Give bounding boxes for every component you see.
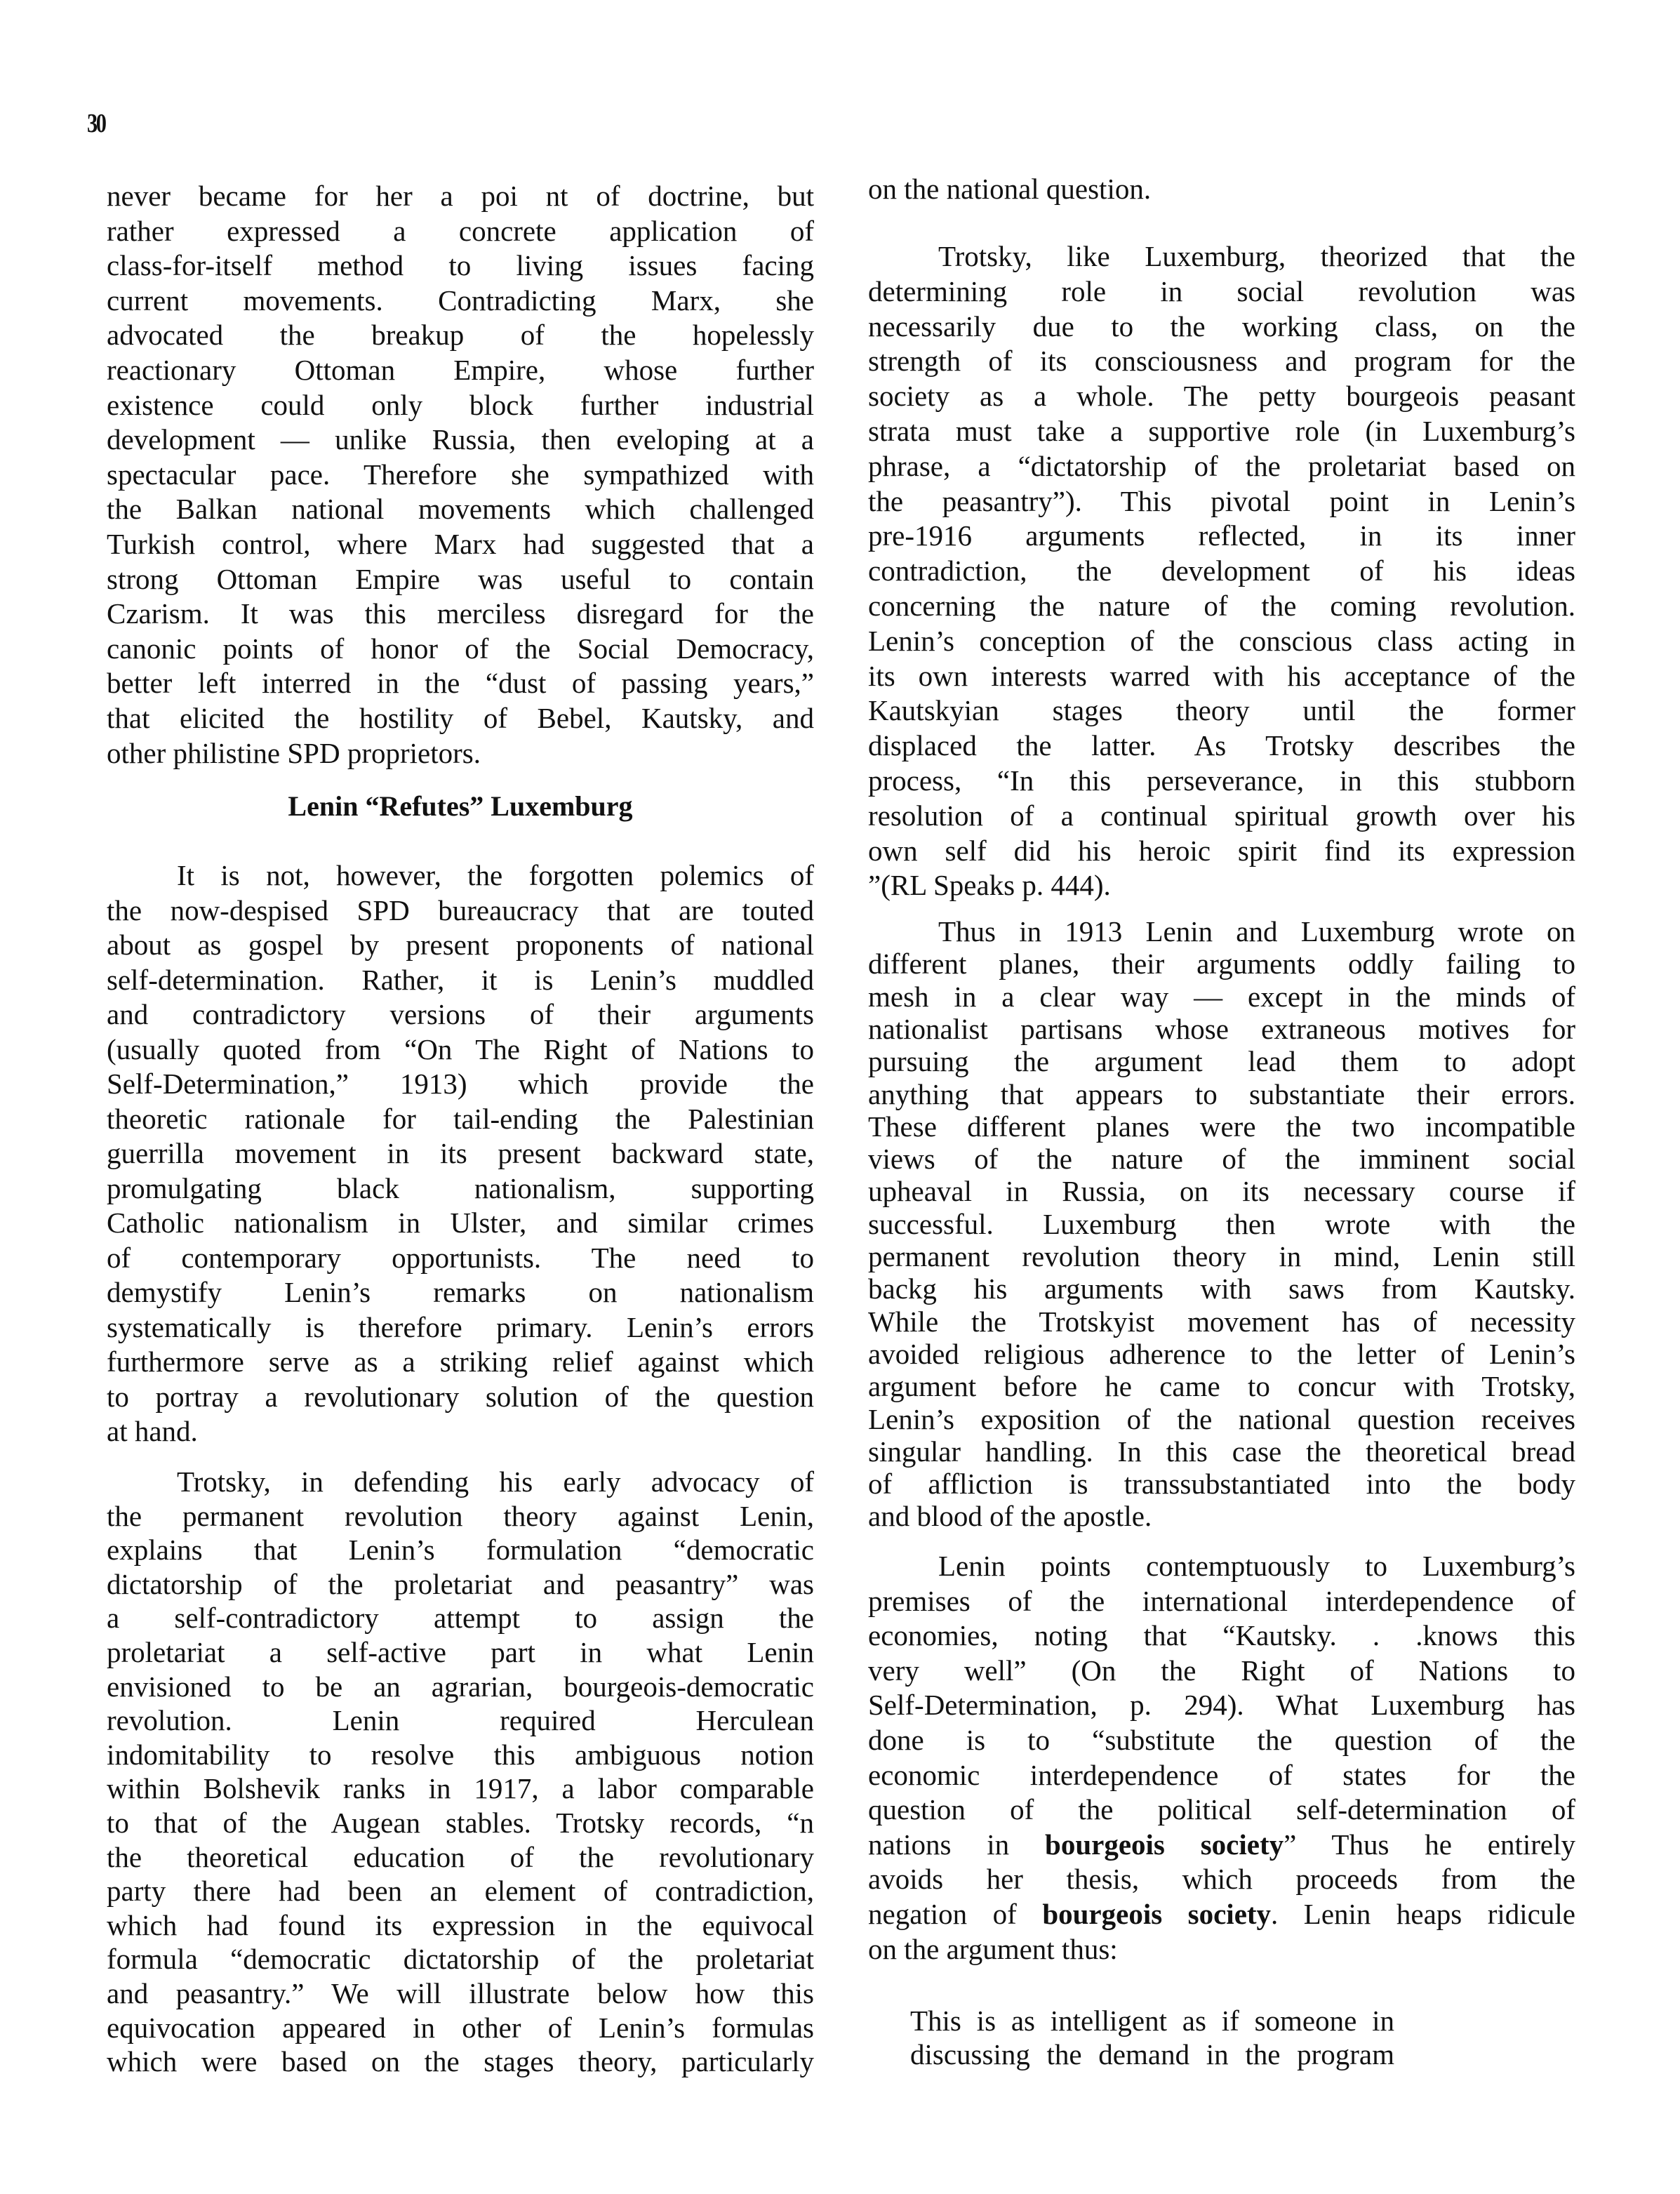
text-line: on the argument thus: bbox=[868, 1932, 1118, 1965]
text-line: envisioned to be an agrarian, bourgeois-democratic bbox=[107, 1670, 814, 1703]
text-line: advocated the breakup of the hopelessly bbox=[107, 319, 814, 352]
text-line: self-determination. Rather, it is Lenin’s muddled bbox=[107, 963, 814, 996]
text-line: phrase, a “dictatorship of the proletariat based on bbox=[868, 449, 1575, 482]
text-line: class-for-itself method to living issues facing bbox=[107, 249, 814, 282]
text-line: Thus in 1913 Lenin and Luxemburg wrote on bbox=[938, 915, 1575, 948]
text-line: resolution of a continual spiritual growth over his bbox=[868, 799, 1575, 832]
text-line: demystify Lenin’s remarks on nationalism bbox=[107, 1276, 814, 1308]
text-line: party there had been an element of contradiction, bbox=[107, 1875, 814, 1908]
text-line: rather expressed a concrete application of bbox=[107, 214, 814, 247]
text-line: (usually quoted from “On The Right of Nations to bbox=[107, 1032, 814, 1065]
text-line: better left interred in the “dust of passing years,” bbox=[107, 667, 814, 700]
bold-emphasis: bourgeois society bbox=[1042, 1898, 1272, 1930]
text-line: backg his arguments with saws from Kautsky. bbox=[868, 1272, 1575, 1305]
text-line: within Bolshevik ranks in 1917, a labor comparable bbox=[107, 1772, 814, 1805]
text-line: strength of its consciousness and program for the bbox=[868, 345, 1575, 378]
text-line: to portray a revolutionary solution of the question bbox=[107, 1380, 814, 1413]
text-line: strata must take a supportive role (in Luxemburg’s bbox=[868, 415, 1575, 447]
text-line: economic interdependence of states for the bbox=[868, 1758, 1575, 1791]
text-line: necessarily due to the working class, on the bbox=[868, 310, 1575, 343]
text-line: negation of bourgeois society. Lenin heaps ridicule bbox=[868, 1898, 1575, 1930]
text-line: Kautskyian stages theory until the former bbox=[868, 694, 1575, 727]
text-line: of contemporary opportunists. The need to bbox=[107, 1241, 814, 1274]
text-line: Czarism. It was this merciless disregard for the bbox=[107, 597, 814, 630]
text-line: argument before he came to concur with Trotsky, bbox=[868, 1370, 1575, 1403]
text-line: Turkish control, where Marx had suggested that a bbox=[107, 528, 814, 560]
text-line: views of the nature of the imminent social bbox=[868, 1143, 1575, 1176]
text-line: These different planes were the two incompatible bbox=[868, 1110, 1575, 1143]
text-line: furthermore serve as a striking relief against which bbox=[107, 1345, 814, 1378]
text-line: mesh in a clear way — except in the minds of bbox=[868, 980, 1575, 1013]
text-line: nations in bourgeois society” Thus he entirely bbox=[868, 1828, 1576, 1861]
text-line: done is to “substitute the question of the bbox=[868, 1724, 1575, 1756]
text-line: and blood of the apostle. bbox=[868, 1500, 1152, 1533]
text-line: promulgating black nationalism, supporting bbox=[107, 1171, 814, 1204]
text-line: reactionary Ottoman Empire, whose further bbox=[107, 354, 814, 386]
page-number: 30 bbox=[87, 109, 105, 138]
text-line: other philistine SPD proprietors. bbox=[107, 736, 481, 769]
text-line: concerning the nature of the coming revolution. bbox=[868, 590, 1575, 622]
text-line: pre-1916 arguments reflected, in its inner bbox=[868, 519, 1575, 552]
text-line: upheaval in Russia, on its necessary course if bbox=[868, 1175, 1575, 1208]
text-line: that elicited the hostility of Bebel, Kautsky, and bbox=[107, 702, 814, 734]
text-line: contradiction, the development of his ideas bbox=[868, 554, 1575, 587]
text-line: on the national question. bbox=[868, 173, 1152, 205]
text-line: own self did his heroic spirit find its expression bbox=[868, 834, 1575, 867]
text-line: revolution. Lenin required Herculean bbox=[107, 1704, 814, 1737]
text-line: and peasantry.” We will illustrate below how this bbox=[107, 1977, 814, 2009]
text-line: development — unlike Russia, then eveloping at a bbox=[107, 423, 814, 456]
text-line: systematically is therefore primary. Lenin’s errors bbox=[107, 1310, 814, 1343]
text-line: It is not, however, the forgotten polemics of bbox=[177, 859, 814, 891]
left-column bbox=[107, 0, 814, 2194]
text-line: question of the political self-determination of bbox=[868, 1793, 1575, 1826]
text-line: equivocation appeared in other of Lenin’s formulas bbox=[107, 2011, 814, 2044]
text-line: avoided religious adherence to the letter of Lenin’s bbox=[868, 1337, 1575, 1370]
text-line: Trotsky, like Luxemburg, theorized that the bbox=[938, 240, 1575, 272]
text-line: Self-Determination, p. 294). What Luxemburg has bbox=[868, 1689, 1575, 1722]
text-line: Trotsky, in defending his early advocacy of bbox=[177, 1465, 814, 1498]
text-line: ”(RL Speaks p. 444). bbox=[868, 869, 1111, 902]
text-line: premises of the international interdependence of bbox=[868, 1584, 1575, 1617]
text-line: the peasantry”). This pivotal point in Lenin’s bbox=[868, 484, 1575, 517]
text-line: While the Trotskyist movement has of necessity bbox=[868, 1305, 1575, 1338]
text-line: existence could only block further industrial bbox=[107, 388, 814, 421]
text-line: which were based on the stages theory, particularly bbox=[107, 2045, 814, 2078]
text-line: permanent revolution theory in mind, Lenin still bbox=[868, 1240, 1575, 1272]
text-line: its own interests warred with his acceptance of the bbox=[868, 659, 1575, 692]
text-line: guerrilla movement in its present backward state, bbox=[107, 1137, 814, 1169]
bold-emphasis: bourgeois society bbox=[1045, 1828, 1284, 1861]
text-line: the theoretical education of the revolutionary bbox=[107, 1840, 814, 1873]
text-line: and contradictory versions of their arguments bbox=[107, 998, 814, 1030]
text-line: different planes, their arguments oddly failing to bbox=[868, 948, 1575, 980]
text-line: proletariat a self-active part in what Lenin bbox=[107, 1636, 814, 1668]
text-line: Lenin’s conception of the conscious class acting in bbox=[868, 624, 1575, 657]
text-line: a self-contradictory attempt to assign the bbox=[107, 1602, 814, 1635]
text-line: canonic points of honor of the Social Democracy, bbox=[107, 632, 814, 665]
text-line: economies, noting that “Kautsky. . .knows this bbox=[868, 1619, 1575, 1652]
section-heading: Lenin “Refutes” Luxemburg bbox=[288, 790, 633, 822]
text-line: to that of the Augean stables. Trotsky records, “n bbox=[107, 1807, 814, 1839]
text-line: explains that Lenin’s formulation “democratic bbox=[107, 1534, 814, 1567]
text-line: Lenin’s exposition of the national question receives bbox=[868, 1402, 1575, 1435]
text-line: of affliction is transsubstantiated into the body bbox=[868, 1468, 1575, 1501]
text-line: formula “democratic dictatorship of the proletariat bbox=[107, 1943, 814, 1976]
quote-line: This is as intelligent as if someone in bbox=[910, 2004, 1394, 2037]
text-line: indomitability to resolve this ambiguous notion bbox=[107, 1738, 814, 1771]
text-line: very well” (On the Right of Nations to bbox=[868, 1654, 1575, 1687]
text-line: strong Ottoman Empire was useful to contain bbox=[107, 562, 814, 595]
text-line: anything that appears to substantiate their errors. bbox=[868, 1077, 1575, 1110]
text-line: the Balkan national movements which challenged bbox=[107, 493, 814, 526]
text-line: at hand. bbox=[107, 1415, 198, 1447]
text-line: the now-despised SPD bureaucracy that are touted bbox=[107, 893, 814, 926]
text-line: society as a whole. The petty bourgeois peasant bbox=[868, 380, 1575, 413]
text-line: singular handling. In this case the theoretical bread bbox=[868, 1435, 1575, 1468]
text-line: dictatorship of the proletariat and peasantry” was bbox=[107, 1567, 814, 1600]
text-line: theoretic rationale for tail-ending the Palestinian bbox=[107, 1102, 814, 1135]
text-line: Catholic nationalism in Ulster, and similar crimes bbox=[107, 1206, 814, 1239]
text-line: successful. Luxemburg then wrote with the bbox=[868, 1207, 1575, 1240]
quote-line: discussing the demand in the program bbox=[910, 2038, 1394, 2070]
text-line: spectacular pace. Therefore she sympathized with bbox=[107, 458, 814, 491]
text-line: process, “In this perseverance, in this stubborn bbox=[868, 764, 1575, 797]
text-line: determining role in social revolution was bbox=[868, 274, 1575, 307]
right-column bbox=[868, 0, 1575, 2194]
text-line: avoids her thesis, which proceeds from the bbox=[868, 1863, 1575, 1896]
text-line: current movements. Contradicting Marx, she bbox=[107, 284, 814, 317]
text-line: which had found its expression in the equivocal bbox=[107, 1908, 814, 1941]
text-line: about as gospel by present proponents of national bbox=[107, 929, 814, 961]
text-line: pursuing the argument lead them to adopt bbox=[868, 1045, 1575, 1078]
text-line: nationalist partisans whose extraneous motives for bbox=[868, 1012, 1575, 1045]
text-line: never became for her a poi nt of doctrine, but bbox=[107, 180, 814, 212]
text-line: displaced the latter. As Trotsky describes the bbox=[868, 729, 1575, 762]
text-line: the permanent revolution theory against Lenin, bbox=[107, 1499, 814, 1532]
text-line: Lenin points contemptuously to Luxemburg’s bbox=[938, 1550, 1575, 1582]
text-line: Self-Determination,” 1913) which provide the bbox=[107, 1068, 814, 1100]
